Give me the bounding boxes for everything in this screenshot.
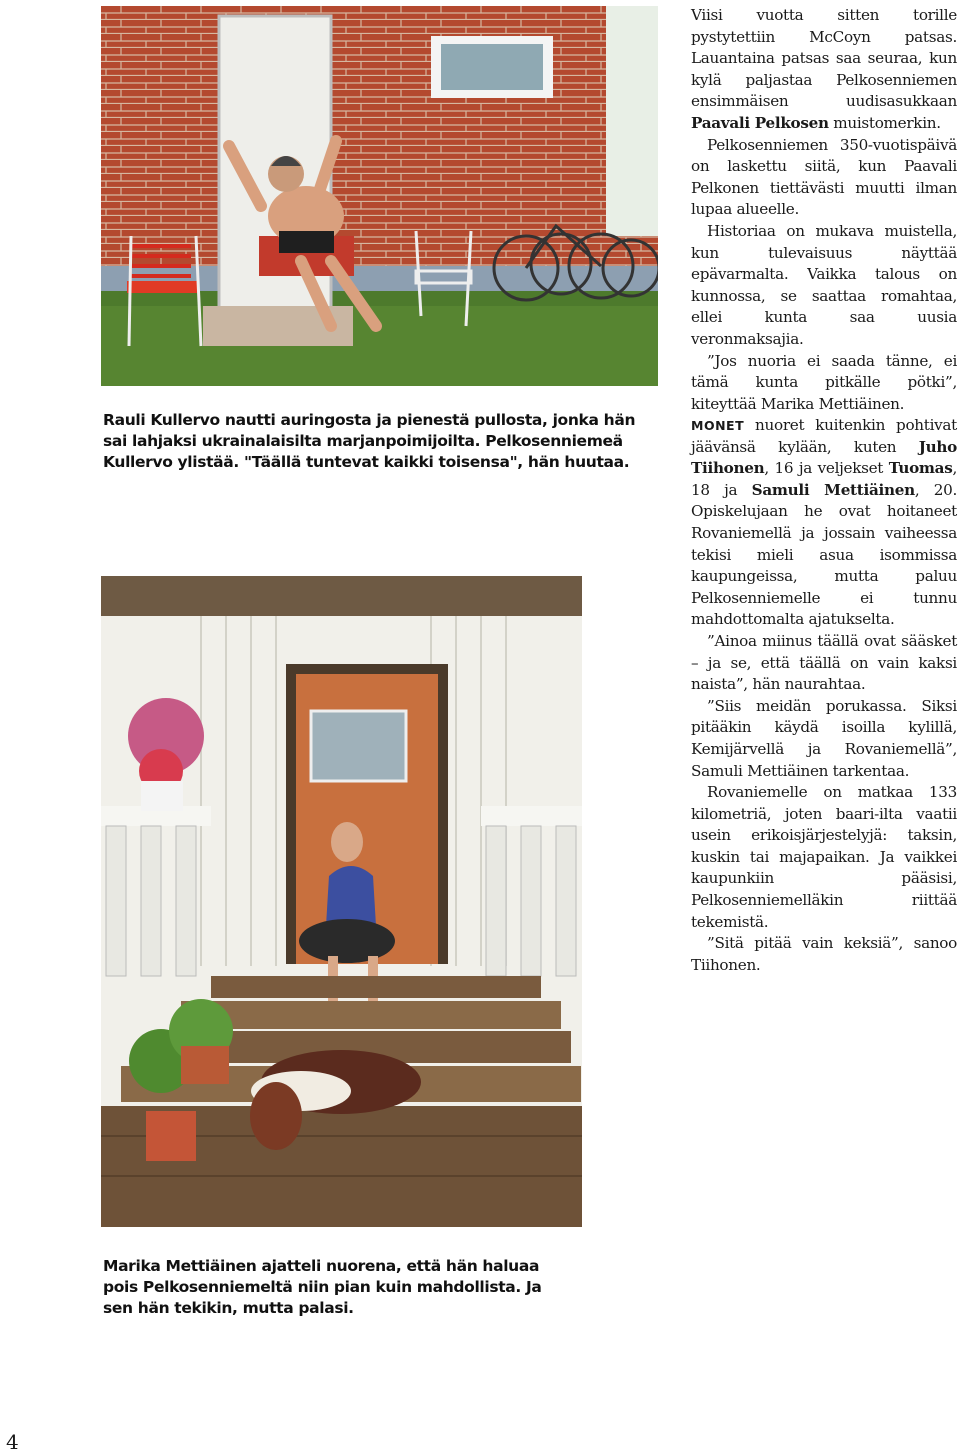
article-column-top bbox=[691, 5, 957, 415]
paragraph-9: ”Sitä pitää vain keksiä”, sanoo Tiihonen. bbox=[691, 934, 957, 974]
paragraph-2: Pelkosenniemen 350-vuotispäivä on laskettu siitä, kun Paavali Pelkonen tiettävästi muutti ilman lupaa alueelle. bbox=[691, 135, 957, 219]
paragraph-7: ”Siis meidän porukassa. Siksi pitääkin käydä isoilla kylillä, Kemijärvellä ja Rovaniemellä”, Samuli Mettiäinen tarkentaa. bbox=[691, 696, 957, 780]
paragraph-5-text-d: , 20. Opiskelujaan he ovat hoitaneet Rovaniemellä ja jossain vaiheessa tekisi mieli asua isommissa kaupungeissa, mutta paluu Pelkosenniemelle ei tunnu mahdottomalta ajatukselta. bbox=[691, 480, 957, 629]
paragraph-1-text: Viisi vuotta sitten torille pystytettiin McCoyn patsas. Lauantaina patsas saa seuraa, kun kylä paljastaa Pelkosenniemen ensimmäisen uudisasukkaan bbox=[691, 6, 957, 111]
name-juho-tiihonen: Juho Tiihonen bbox=[691, 437, 957, 478]
photo-caption-bottom: Marika Mettiäinen ajatteli nuorena, että hän haluaa pois Pelkosenniemeltä niin pian kuin mahdollista. Ja sen hän tekikin, mutta palasi. bbox=[103, 1257, 542, 1317]
article-column-bottom bbox=[691, 415, 957, 976]
paragraph-1 bbox=[691, 5, 957, 135]
paragraph-6: ”Ainoa miinus täällä ovat sääsket – ja se, että täällä on vain kaksi naista”, hän naurahtaa. bbox=[691, 631, 957, 694]
name-paavali-pelkonen: Paavali Pelkosen bbox=[691, 113, 829, 132]
lead-word: MONET bbox=[691, 418, 745, 433]
photo-rauli-kullervo bbox=[101, 6, 658, 386]
page-number: 4 bbox=[6, 1430, 19, 1454]
photo-marika-mettiainen bbox=[101, 576, 582, 1227]
paragraph-8: Rovaniemelle on matkaa 133 kilometriä, joten baari-ilta vaatii usein erikoisjärjestelyjä: taksin, kuskin tai majapaikan. Ja vaikkei kaupunkiin pääsisi, Pelkosenniemelläkin riittää tekemistä. bbox=[691, 783, 957, 931]
paragraph-4: ”Jos nuoria ei saada tänne, ei tämä kunta pitkälle pötki”, kiteyttää Marika Mettiäinen. bbox=[691, 351, 957, 413]
paragraph-5-text-b: , 16 ja veljekset bbox=[764, 459, 889, 478]
paragraph-5-text-c: , 18 ja bbox=[691, 459, 957, 499]
paragraph-5 bbox=[691, 415, 957, 631]
paragraph-5-text-a: nuoret kuitenkin pohtivat jäävänsä kylään, kuten bbox=[691, 416, 957, 456]
name-samuli-mettiainen: Samuli Mettiäinen bbox=[751, 480, 915, 499]
photo-caption-top: Rauli Kullervo nautti auringosta ja pienestä pullosta, jonka hän sai lahjaksi ukrainalaisilta marjanpoimijoilta. Pelkosenniemeä Kullervo ylistää. "Täällä tuntevat kaikki toisensa", hän huutaa. bbox=[103, 411, 636, 471]
name-tuomas: Tuomas bbox=[888, 459, 953, 478]
paragraph-3: Historiaa on mukava muistella, kun tulevaisuus näyttää epävarmalta. Vaikka talous on kunnossa, se saattaa romahtaa, ellei kunta saa uusia veronmaksajia. bbox=[691, 221, 957, 348]
paragraph-1-end: muistomerkin. bbox=[828, 113, 941, 132]
